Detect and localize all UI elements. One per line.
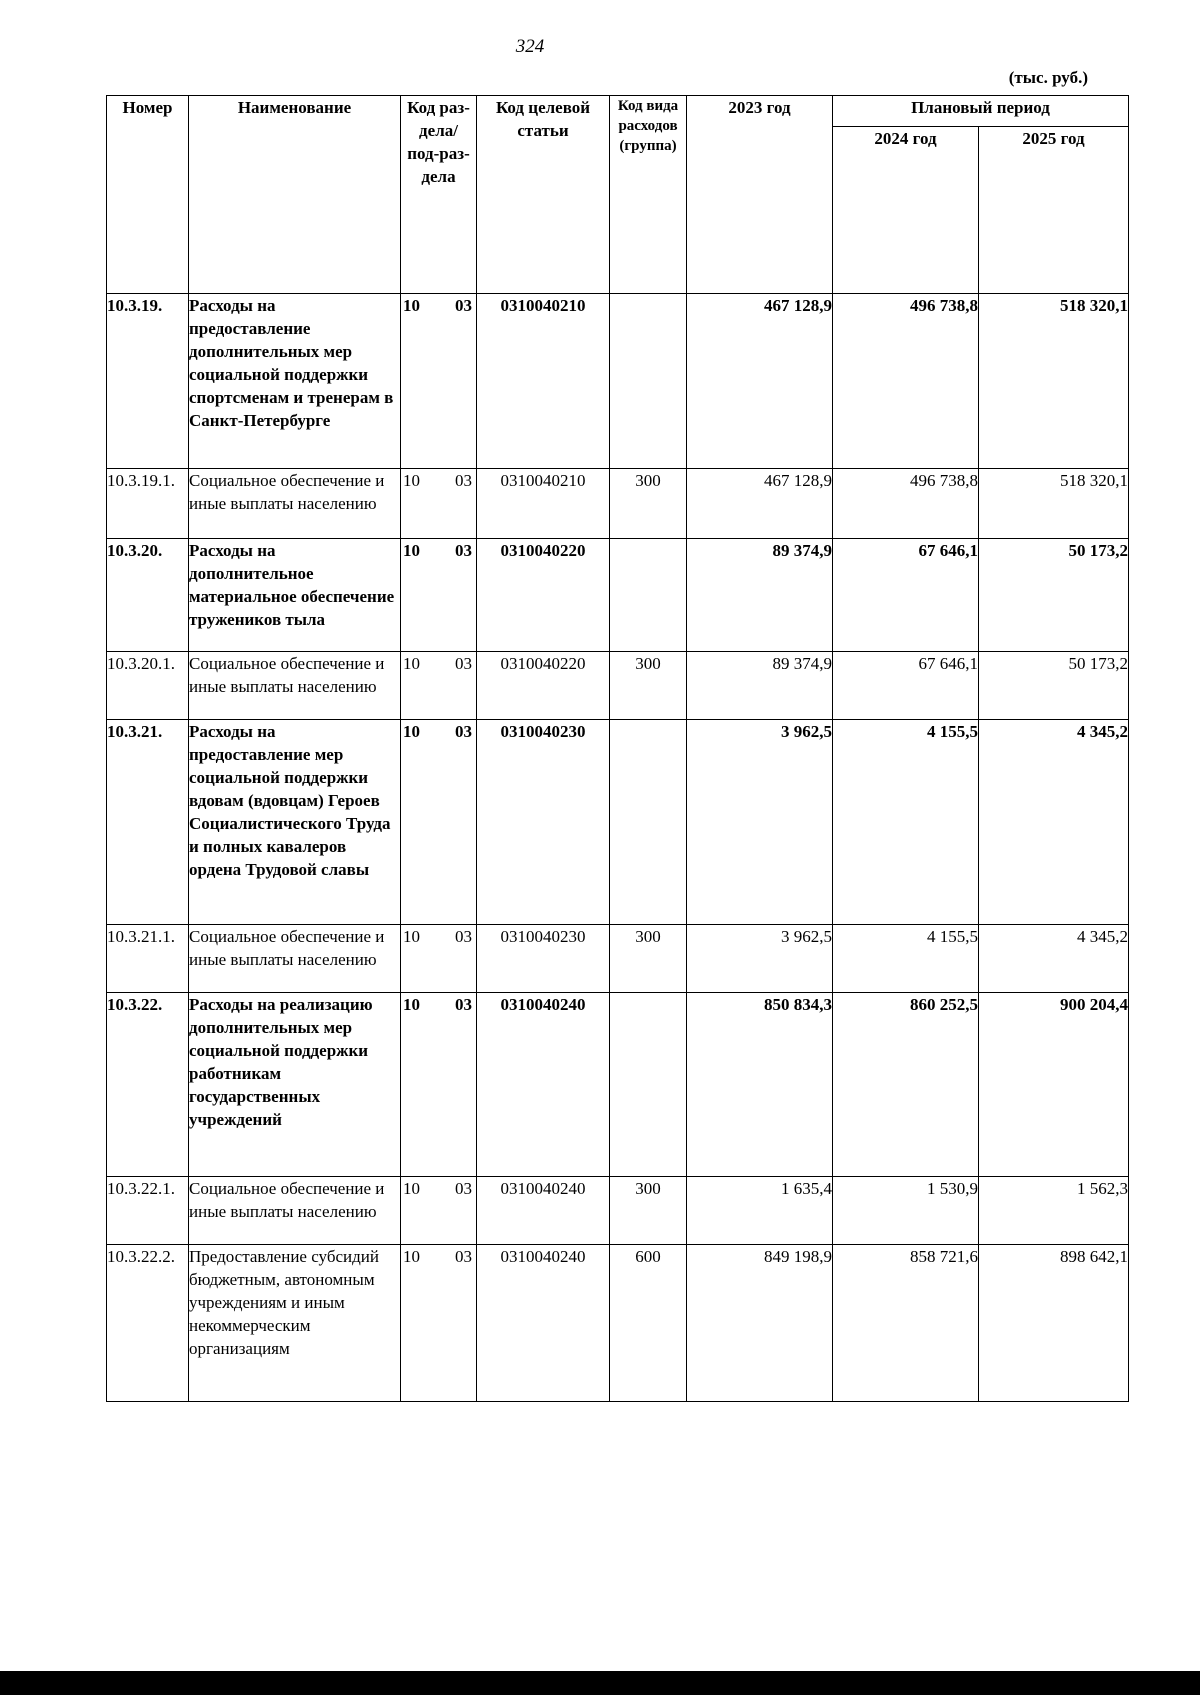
section-code: 10 [403, 541, 420, 560]
subsection-code: 03 [455, 722, 472, 741]
row-amount-2024: 496 738,8 [833, 294, 979, 469]
row-amount-2024: 67 646,1 [833, 539, 979, 652]
row-group-code: 300 [610, 652, 687, 720]
row-section-code [401, 539, 477, 652]
row-group-code: 300 [610, 1177, 687, 1245]
row-target-code: 0310040230 [477, 925, 610, 993]
table-row [107, 1245, 1129, 1402]
row-section-code [401, 1245, 477, 1402]
table-row [107, 925, 1129, 993]
row-name: Социальное обеспечение и иные выплаты населению [189, 469, 401, 539]
row-amount-2024: 496 738,8 [833, 469, 979, 539]
section-code: 10 [403, 296, 420, 315]
subsection-code: 03 [455, 296, 472, 315]
section-code: 10 [403, 471, 420, 490]
header-2024: 2024 год [833, 127, 979, 294]
table-row [107, 294, 1129, 469]
row-section-code [401, 294, 477, 469]
table-row [107, 652, 1129, 720]
row-name: Расходы на дополнительное материальное обеспечение тружеников тыла [189, 539, 401, 652]
scan-bottom-border [0, 1671, 1200, 1695]
section-code: 10 [403, 927, 420, 946]
subsection-code: 03 [455, 654, 472, 673]
header-target: Код целевой статьи [477, 96, 610, 294]
row-amount-2023: 467 128,9 [687, 469, 833, 539]
row-amount-2023: 89 374,9 [687, 539, 833, 652]
row-name: Социальное обеспечение и иные выплаты населению [189, 1177, 401, 1245]
row-number: 10.3.22.1. [107, 1177, 189, 1245]
row-amount-2025: 1 562,3 [979, 1177, 1129, 1245]
row-target-code: 0310040220 [477, 539, 610, 652]
table-row [107, 1177, 1129, 1245]
row-number: 10.3.19.1. [107, 469, 189, 539]
row-number: 10.3.21.1. [107, 925, 189, 993]
table-row [107, 469, 1129, 539]
section-code: 10 [403, 995, 420, 1014]
row-amount-2025: 900 204,4 [979, 993, 1129, 1177]
row-section-code [401, 652, 477, 720]
subsection-code: 03 [455, 927, 472, 946]
header-name: Наименование [189, 96, 401, 294]
row-amount-2024: 858 721,6 [833, 1245, 979, 1402]
row-name: Предоставление субсидий бюджетным, автономным учреждениям и иным некоммерческим организациям [189, 1245, 401, 1402]
section-code: 10 [403, 722, 420, 741]
row-group-code [610, 720, 687, 925]
row-number: 10.3.22. [107, 993, 189, 1177]
row-amount-2025: 4 345,2 [979, 925, 1129, 993]
subsection-code: 03 [455, 1247, 472, 1266]
table-row [107, 993, 1129, 1177]
row-amount-2023: 89 374,9 [687, 652, 833, 720]
row-amount-2024: 4 155,5 [833, 720, 979, 925]
row-number: 10.3.20. [107, 539, 189, 652]
row-name: Социальное обеспечение и иные выплаты населению [189, 925, 401, 993]
row-amount-2025: 518 320,1 [979, 469, 1129, 539]
header-2025: 2025 год [979, 127, 1129, 294]
header-group: Код вида расходов (группа) [610, 96, 687, 294]
row-target-code: 0310040240 [477, 1177, 610, 1245]
row-name: Расходы на предоставление мер социальной поддержки вдовам (вдовцам) Героев Социалистического Труда и полных кавалеров ордена Трудовой славы [189, 720, 401, 925]
table-row [107, 720, 1129, 925]
row-amount-2023: 850 834,3 [687, 993, 833, 1177]
row-target-code: 0310040240 [477, 993, 610, 1177]
row-target-code: 0310040210 [477, 469, 610, 539]
row-group-code: 300 [610, 469, 687, 539]
row-group-code [610, 294, 687, 469]
row-group-code: 300 [610, 925, 687, 993]
header-section: Код раз-дела/ под-раз-дела [401, 96, 477, 294]
page-number: 324 [515, 36, 545, 57]
row-name: Расходы на реализацию дополнительных мер социальной поддержки работникам государственных учреждений [189, 993, 401, 1177]
row-amount-2023: 3 962,5 [687, 925, 833, 993]
row-target-code: 0310040240 [477, 1245, 610, 1402]
row-amount-2025: 898 642,1 [979, 1245, 1129, 1402]
row-amount-2025: 50 173,2 [979, 652, 1129, 720]
row-target-code: 0310040230 [477, 720, 610, 925]
header-number: Номер [107, 96, 189, 294]
section-code: 10 [403, 654, 420, 673]
row-group-code [610, 539, 687, 652]
subsection-code: 03 [455, 541, 472, 560]
section-code: 10 [403, 1247, 420, 1266]
row-target-code: 0310040210 [477, 294, 610, 469]
row-amount-2025: 4 345,2 [979, 720, 1129, 925]
header-plan-period: Плановый период [833, 96, 1129, 127]
subsection-code: 03 [455, 471, 472, 490]
units-label: (тыс. руб.) [1008, 68, 1088, 87]
row-number: 10.3.21. [107, 720, 189, 925]
row-amount-2024: 67 646,1 [833, 652, 979, 720]
row-number: 10.3.22.2. [107, 1245, 189, 1402]
row-number: 10.3.19. [107, 294, 189, 469]
header-2023: 2023 год [687, 96, 833, 294]
row-section-code [401, 1177, 477, 1245]
row-target-code: 0310040220 [477, 652, 610, 720]
row-amount-2024: 1 530,9 [833, 1177, 979, 1245]
table-body [107, 294, 1129, 1402]
budget-table [106, 95, 1129, 1402]
row-section-code [401, 720, 477, 925]
row-section-code [401, 925, 477, 993]
row-amount-2023: 1 635,4 [687, 1177, 833, 1245]
row-section-code [401, 993, 477, 1177]
subsection-code: 03 [455, 995, 472, 1014]
row-group-code: 600 [610, 1245, 687, 1402]
row-amount-2023: 467 128,9 [687, 294, 833, 469]
row-amount-2025: 518 320,1 [979, 294, 1129, 469]
row-amount-2023: 849 198,9 [687, 1245, 833, 1402]
table-row [107, 539, 1129, 652]
row-amount-2023: 3 962,5 [687, 720, 833, 925]
subsection-code: 03 [455, 1179, 472, 1198]
row-number: 10.3.20.1. [107, 652, 189, 720]
row-amount-2025: 50 173,2 [979, 539, 1129, 652]
row-name: Расходы на предоставление дополнительных мер социальной поддержки спортсменам и тренерам в Санкт-Петербурге [189, 294, 401, 469]
row-amount-2024: 4 155,5 [833, 925, 979, 993]
section-code: 10 [403, 1179, 420, 1198]
row-name: Социальное обеспечение и иные выплаты населению [189, 652, 401, 720]
row-amount-2024: 860 252,5 [833, 993, 979, 1177]
row-section-code [401, 469, 477, 539]
row-group-code [610, 993, 687, 1177]
